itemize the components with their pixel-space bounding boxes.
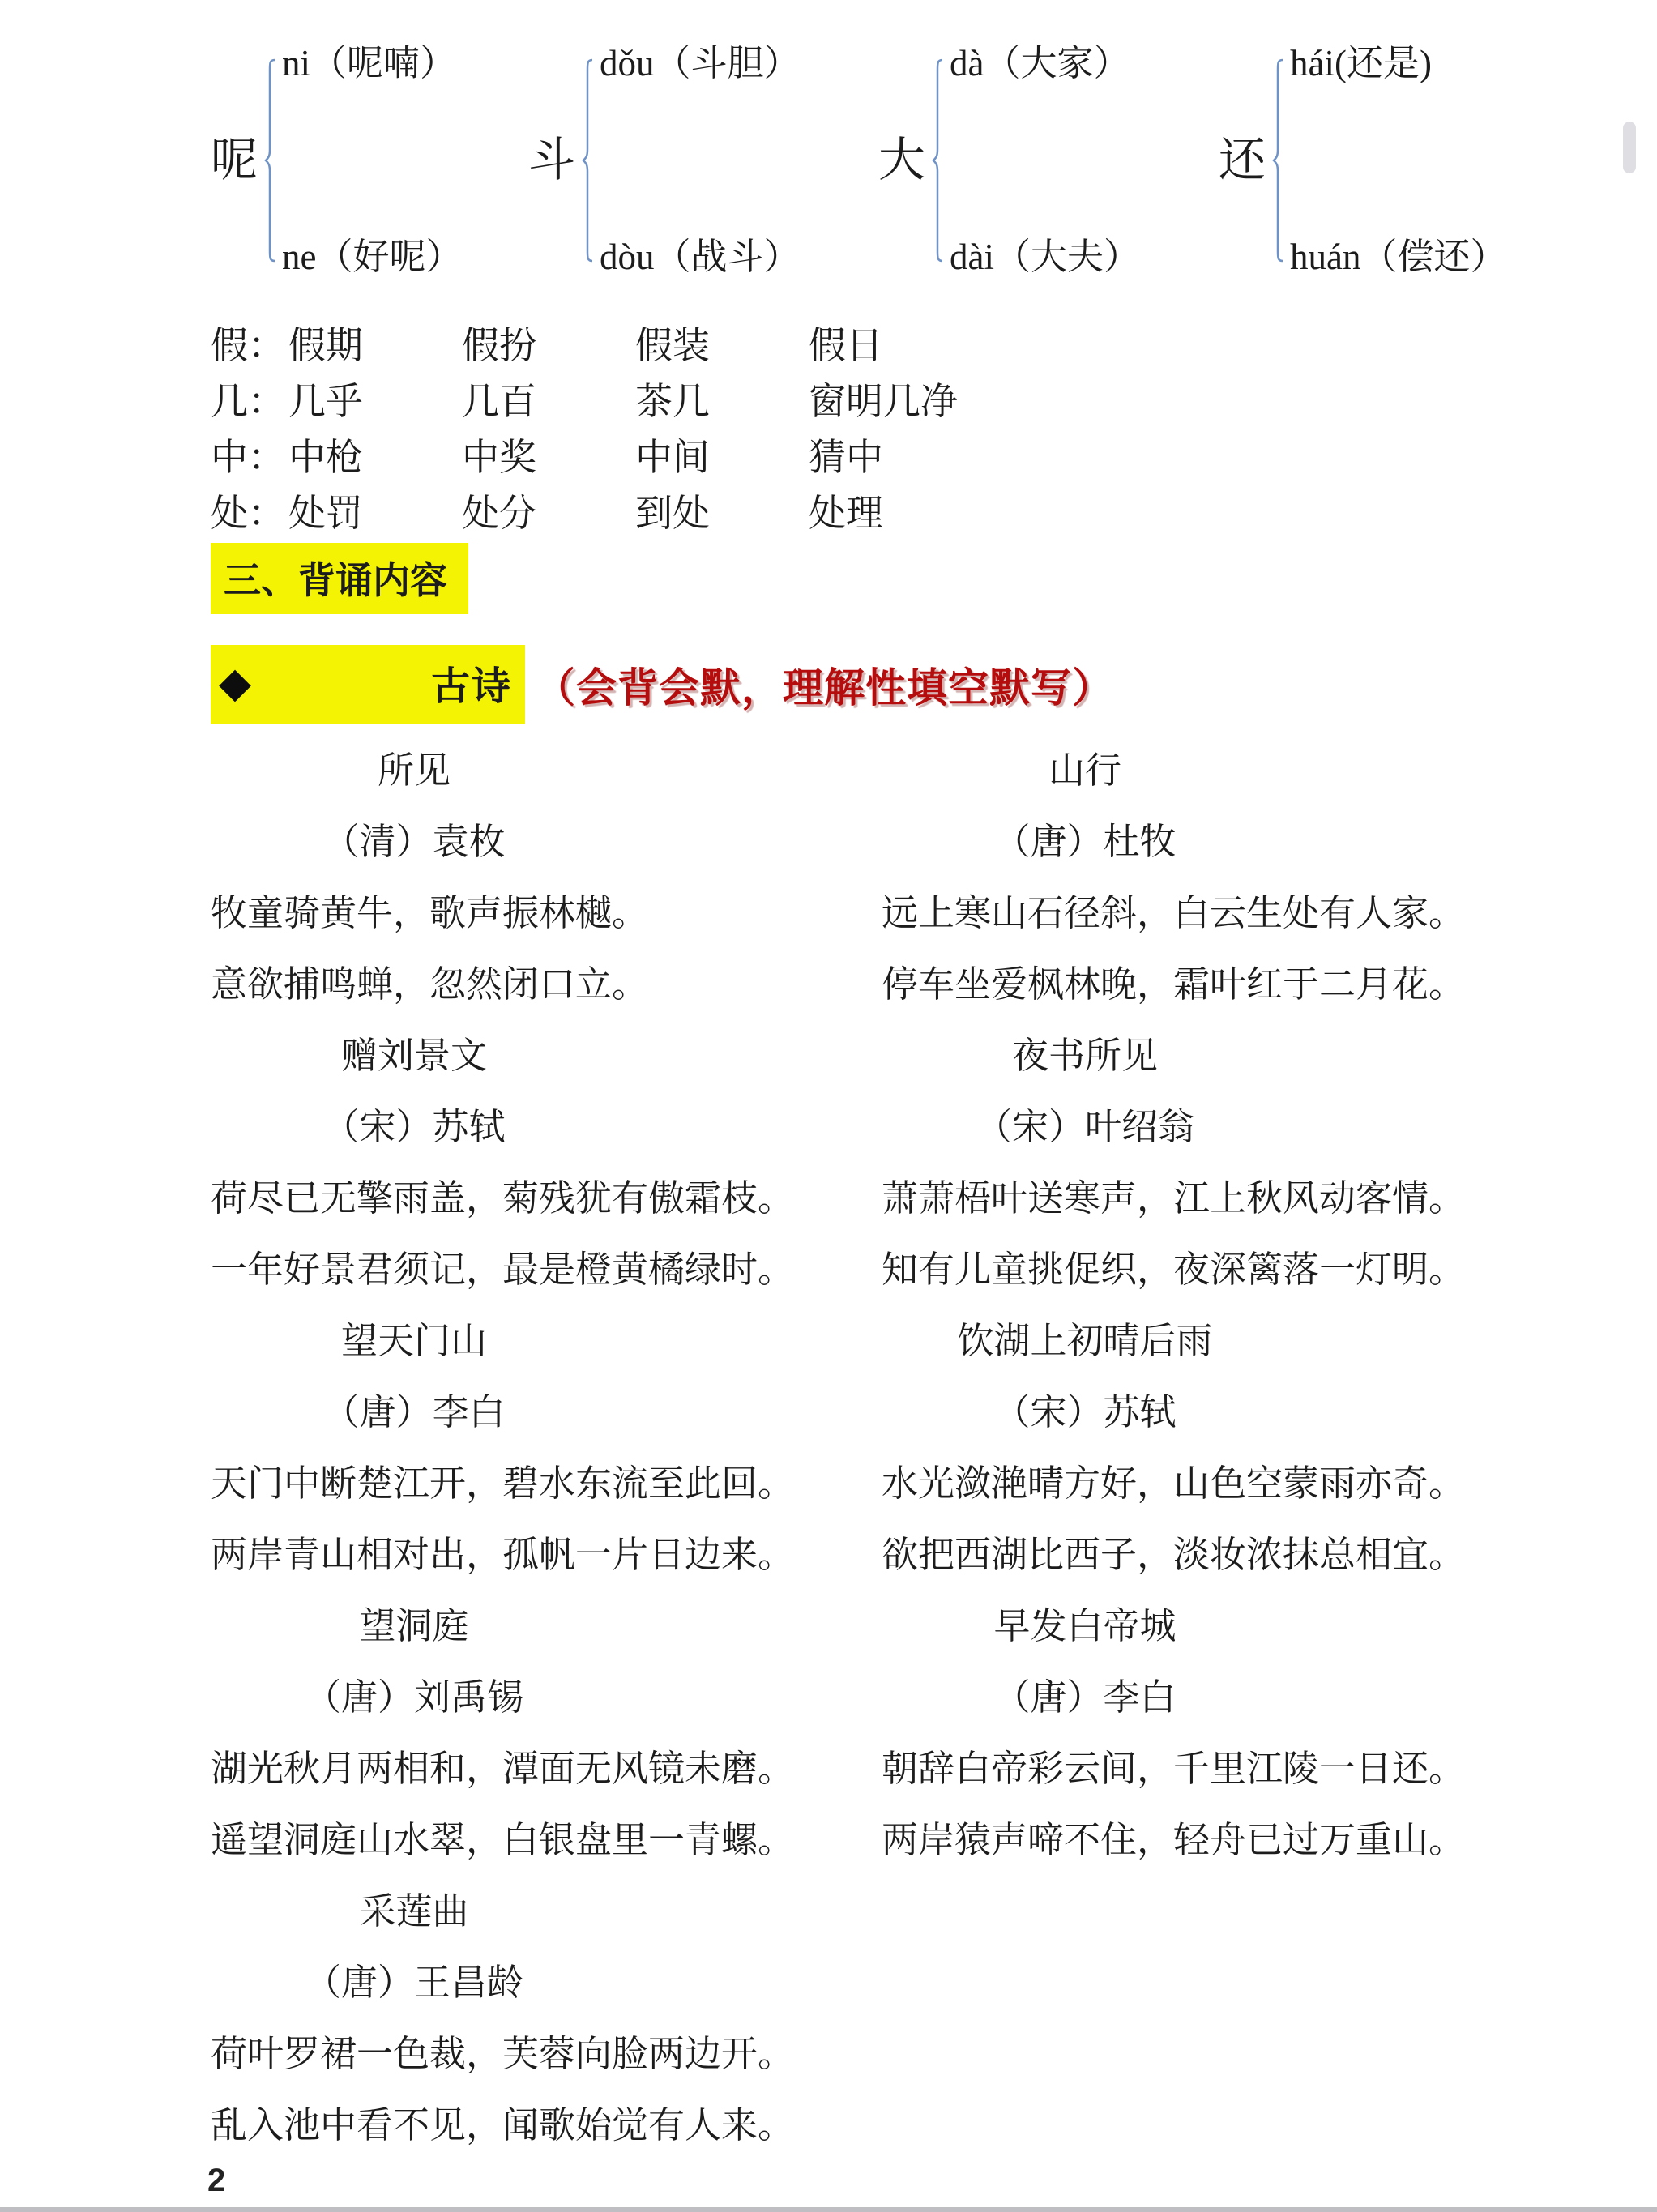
poem-title: 早发白帝城 [993, 1606, 1177, 1646]
word-group-word: 茶几 [635, 380, 710, 422]
poem [882, 735, 1544, 1020]
poem-author: （宋）苏轼 [993, 1392, 1177, 1433]
poem-title: 赠刘景文 [340, 1036, 487, 1076]
poem [211, 735, 882, 1020]
polyphonic-group [211, 42, 528, 279]
brace-icon [264, 58, 277, 263]
word-group-word: 中间 [635, 436, 710, 478]
polyphonic-group [1219, 42, 1544, 279]
reading-top: hái(还是) [1290, 43, 1432, 83]
word-group-label: 几： [211, 380, 285, 422]
poems-section [211, 735, 1544, 2161]
diamond-bullet-icon: ◆ [219, 659, 251, 707]
section-heading-row [211, 543, 1544, 614]
polyphonic-group [528, 42, 878, 279]
poem-line: 意欲捕鸣蝉，忽然闭口立。 [211, 964, 649, 1005]
page-number: 2 [207, 2163, 226, 2198]
word-group-word: 处理 [809, 492, 883, 534]
poem [211, 1876, 882, 2161]
poem-line: 湖光秋月两相和，潭面无风镜未磨。 [211, 1749, 795, 1789]
polyphonic-group [878, 42, 1219, 279]
poem-title: 夜书所见 [1011, 1036, 1158, 1076]
word-group-word: 处分 [462, 492, 536, 534]
poem-author: （唐）杜牧 [993, 822, 1177, 862]
poem-line: 天门中断楚江开，碧水东流至此回。 [211, 1463, 795, 1504]
page-bottom-edge [0, 2207, 1657, 2212]
poem-line: 停车坐爱枫林晚，霜叶红于二月花。 [882, 964, 1466, 1005]
poem-title: 望洞庭 [359, 1606, 469, 1646]
polyphonic-readings [600, 42, 801, 279]
brace-icon [932, 58, 945, 263]
scrollbar-thumb[interactable] [1623, 122, 1636, 173]
poem-line: 两岸青山相对出，孤帆一片日边来。 [211, 1535, 795, 1575]
word-group-word: 假装 [635, 324, 710, 366]
poem-line: 遥望洞庭山水翠，白银盘里一青螺。 [211, 1820, 795, 1860]
poem [882, 1305, 1544, 1591]
subheading-note: （会背会默，理解性填空默写） [535, 664, 1113, 711]
subheading-title: 古诗 [430, 665, 512, 708]
poems-column-right [882, 735, 1544, 2161]
poem-author: （清）袁枚 [322, 822, 506, 862]
poem [211, 1591, 882, 1876]
poem [882, 1591, 1544, 1876]
word-group-row [211, 314, 1544, 370]
word-group-word: 几百 [462, 380, 536, 422]
poem-author: （唐）李白 [993, 1677, 1177, 1718]
subheading-row [211, 645, 1544, 724]
polyphonic-char: 大 [878, 134, 926, 186]
word-group-word: 假期 [288, 324, 363, 366]
reading-bottom: huán（偿还） [1290, 236, 1507, 277]
poem-line: 水光潋滟晴方好，山色空蒙雨亦奇。 [882, 1463, 1466, 1504]
brace-icon [582, 58, 595, 263]
poem-line: 萧萧梧叶送寒声，江上秋风动客情。 [882, 1178, 1466, 1219]
poem-line: 欲把西湖比西子，淡妆浓抹总相宜。 [882, 1535, 1466, 1575]
word-group-word: 中奖 [462, 436, 536, 478]
poem-line: 一年好景君须记，最是橙黄橘绿时。 [211, 1249, 795, 1290]
poem-line: 远上寒山石径斜，白云生处有人家。 [882, 893, 1466, 933]
section-heading: 三、背诵内容 [211, 543, 468, 614]
reading-bottom: ne（好呢） [282, 236, 463, 277]
word-group-label: 处： [211, 492, 285, 534]
poem-title: 采莲曲 [359, 1891, 469, 1932]
word-group-word: 猜中 [809, 436, 883, 478]
poem-line: 乱入池中看不见，闻歌始觉有人来。 [211, 2105, 795, 2146]
reading-bottom: dòu（战斗） [600, 236, 801, 277]
word-group-word: 处罚 [288, 492, 363, 534]
word-group-word: 假扮 [462, 324, 536, 366]
poem [882, 1020, 1544, 1305]
polyphonic-readings [950, 42, 1140, 279]
poem-title: 所见 [377, 750, 451, 791]
poem-author: （宋）叶绍翁 [975, 1107, 1194, 1147]
poem-title: 饮湖上初晴后雨 [957, 1321, 1213, 1361]
word-group-word: 窗明几净 [809, 380, 958, 422]
polyphonic-char: 斗 [528, 134, 576, 186]
word-groups-section [211, 314, 1544, 538]
reading-top: dà（大家） [950, 43, 1130, 83]
poem [211, 1305, 882, 1591]
poem-line: 知有儿童挑促织，夜深篱落一灯明。 [882, 1249, 1466, 1290]
word-group-row [211, 482, 1544, 538]
poems-column-left [211, 735, 882, 2161]
poem-line: 两岸猿声啼不住，轻舟已过万重山。 [882, 1820, 1466, 1860]
reading-top: ni（呢喃） [282, 43, 457, 83]
poem-author: （唐）刘禹锡 [304, 1677, 523, 1718]
poem-line: 朝辞白帝彩云间，千里江陵一日还。 [882, 1749, 1466, 1789]
word-group-label: 假： [211, 324, 285, 366]
word-group-word: 中枪 [288, 436, 363, 478]
word-group-row [211, 426, 1544, 482]
reading-top: dǒu（斗胆） [600, 43, 801, 83]
subheading-highlight [211, 645, 525, 724]
polyphonic-section [211, 42, 1544, 279]
poem-author: （唐）李白 [322, 1392, 506, 1433]
word-group-word: 假日 [809, 324, 883, 366]
polyphonic-char: 呢 [211, 134, 258, 186]
word-group-word: 几乎 [288, 380, 363, 422]
poem-title: 山行 [1048, 750, 1121, 791]
poem-line: 荷叶罗裙一色裁，芙蓉向脸两边开。 [211, 2034, 795, 2074]
poem-title: 望天门山 [340, 1321, 487, 1361]
poem-author: （唐）王昌龄 [304, 1962, 523, 2003]
polyphonic-char: 还 [1219, 134, 1266, 186]
poem [211, 1020, 882, 1305]
word-group-word: 到处 [635, 492, 710, 534]
polyphonic-readings [282, 42, 462, 279]
poem-author: （宋）苏轼 [322, 1107, 506, 1147]
word-group-label: 中： [211, 436, 285, 478]
poem-line: 荷尽已无擎雨盖，菊残犹有傲霜枝。 [211, 1178, 795, 1219]
poem-line: 牧童骑黄牛，歌声振林樾。 [211, 893, 649, 933]
brace-icon [1272, 58, 1285, 263]
word-group-row [211, 370, 1544, 426]
polyphonic-readings [1290, 42, 1506, 279]
reading-bottom: dài（大夫） [950, 236, 1140, 277]
